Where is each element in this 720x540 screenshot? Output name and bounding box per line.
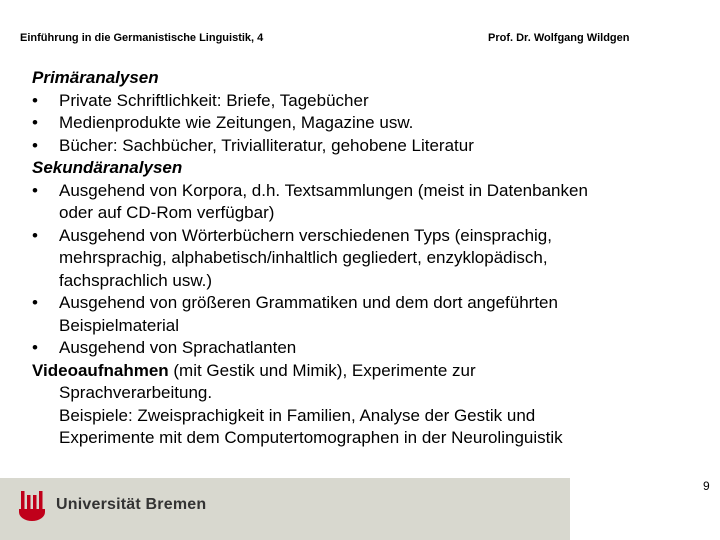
video-recordings-term: Videoaufnahmen [32, 360, 169, 380]
bullet-icon: • [32, 293, 38, 312]
bullet-icon: • [32, 113, 38, 132]
list-item: • Ausgehend von größeren Grammatiken und dem dort angeführten Beispielmaterial [32, 293, 558, 335]
list-item: • Ausgehend von Sprachatlanten [32, 337, 702, 360]
heading-secondary-analyses: Sekundäranalysen [32, 158, 183, 177]
list-item: • Private Schriftlichkeit: Briefe, Tagebücher [32, 90, 702, 113]
bullet-icon: • [32, 180, 38, 200]
header-author: Prof. Dr. Wolfgang Wildgen [488, 32, 630, 44]
list-item: • Ausgehend von Korpora, d.h. Textsammlungen (meist in Datenbanken oder auf CD-Rom verfügbar) [32, 180, 588, 222]
list-item: • Ausgehend von Wörterbüchern verschiedenen Typs (einsprachig, mehrsprachig, alphabetisch/inhaltlich gegliedert, enzyklopädisch, fachsprachlich usw.) [32, 225, 552, 290]
bullet-icon: • [32, 338, 38, 357]
list-item: • Medienprodukte wie Zeitungen, Magazine usw. [32, 112, 702, 135]
university-name: Universität Bremen [56, 496, 207, 513]
video-recordings-continuation: Sprachverarbeitung. [59, 383, 213, 402]
page-number: 9 [703, 479, 710, 493]
bullet-icon: • [32, 135, 38, 155]
slide-body [32, 67, 702, 450]
examples-line-2: Experimente mit dem Computertomographen in der Neurolinguistik [59, 428, 563, 447]
examples-line-1: Beispiele: Zweisprachigkeit in Familien, Analyse der Gestik und [59, 405, 536, 425]
bullet-icon: • [32, 90, 38, 110]
heading-primary-analyses: Primäranalysen [32, 68, 159, 87]
university-logo-icon [14, 487, 50, 523]
video-recordings-paragraph: Videoaufnahmen (mit Gestik und Mimik), Experimente zur [32, 360, 476, 380]
list-item: • Bücher: Sachbücher, Trivialliteratur, gehobene Literatur [32, 135, 702, 158]
header-course-title: Einführung in die Germanistische Linguistik, 4 [20, 32, 264, 44]
bullet-icon: • [32, 225, 38, 245]
